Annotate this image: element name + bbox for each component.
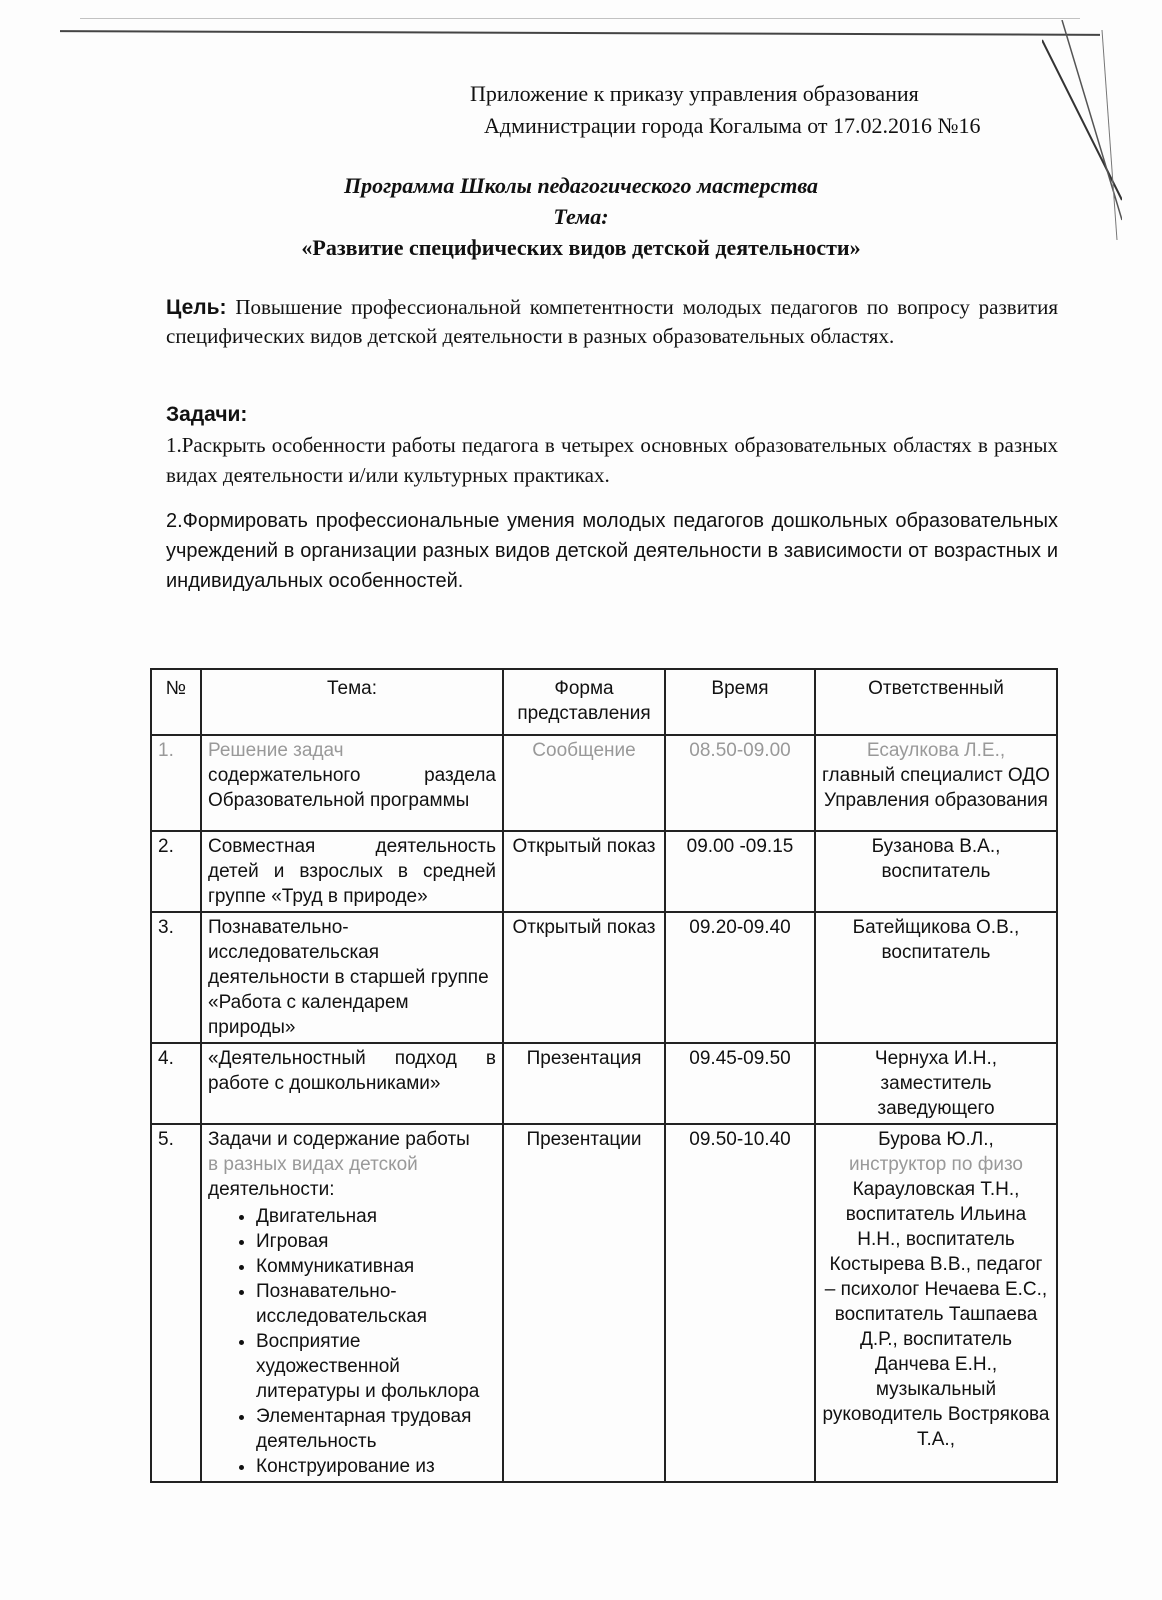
header-num: № [151,669,201,735]
row-topic-faded: Решение задач [208,740,344,761]
row-responsible-faded: Есаулкова Л.Е., [866,740,1006,761]
row-form: Сообщение [503,735,665,831]
program-title: Программа Школы педагогического мастерства [343,173,818,198]
document-header [470,78,981,142]
row-topic: Совместная деятельность детей и взрослых в средней группе «Труд в природе» [201,831,503,912]
row-topic-faded: в разных видах детской [208,1154,418,1175]
header-topic: Тема: [201,669,503,735]
row-form: Открытый показ [503,831,665,912]
row-num: 4. [151,1043,201,1124]
row-num: 3. [151,912,201,1043]
list-item: • Восприятие художественной литературы и фольклора [256,1329,496,1404]
header-form: Форма представления [503,669,665,735]
row-topic-text: содержательного раздела Образовательной программы [208,765,496,811]
row-time: 09.45-09.50 [665,1043,815,1124]
row-topic [201,1124,503,1482]
row-num: 5. [151,1124,201,1482]
schedule-table [150,668,1058,1483]
row-topic: «Деятельностный подход в работе с дошкольниками» [201,1043,503,1124]
list-item: • Познавательно-исследовательская [256,1279,496,1329]
goal-section [166,293,1058,350]
activity-kinds-list [208,1204,496,1479]
table-row [151,1043,1057,1124]
row-responsible-faded: инструктор по физо [848,1154,1024,1175]
header-line-2: Администрации города Когалыма от 17.02.2016 №16 [484,113,981,138]
list-item: • Коммуникативная [256,1254,496,1279]
goal-text: Повышение профессиональной компетентности молодых педагогов по вопросу развития специфических видов детской деятельности в разных образовательных областях. [166,295,1059,348]
list-item: • Конструирование из [256,1454,496,1479]
header-line-1: Приложение к приказу управления образования [470,81,919,106]
row-responsible: Батейщикова О.В., воспитатель [815,912,1057,1043]
table-row [151,1124,1057,1482]
row-responsible [815,735,1057,831]
row-topic-after: деятельности: [208,1179,335,1200]
row-time: 08.50-09.00 [665,735,815,831]
theme-label: Тема: [553,204,609,229]
header-responsible: Ответственный [815,669,1057,735]
header-time: Время [665,669,815,735]
row-form: Презентация [503,1043,665,1124]
table-header-row [151,669,1057,735]
row-topic: Познавательно-исследовательская деятельности в старшей группе «Работа с календарем природы» [201,912,503,1043]
row-num: 2. [151,831,201,912]
table-row [151,831,1057,912]
list-item: • Двигательная [256,1204,496,1229]
tasks-label: Задачи: [166,403,248,426]
row-responsible-text-1: Бурова Ю.Л., [878,1129,994,1150]
document-title [0,170,1162,263]
row-num: 1. [151,735,201,831]
row-responsible: Чернуха И.Н., заместитель заведующего [815,1043,1057,1124]
row-form: Презентации [503,1124,665,1482]
list-item: • Элементарная трудовая деятельность [256,1404,496,1454]
row-responsible: Бузанова В.А., воспитатель [815,831,1057,912]
task-item-2: 2.Формировать профессиональные умения молодых педагогов дошкольных образовательных учреждений в организации разных видов детской деятельности в зависимости от возрастных и индивидуальных особенностей. [166,510,1058,592]
scan-edge-line [80,18,1080,19]
row-form: Открытый показ [503,912,665,1043]
list-item: • Игровая [256,1229,496,1254]
row-time: 09.00 -09.15 [665,831,815,912]
task-item-1: 1.Раскрыть особенности работы педагога в четырех основных образовательных областях в разных видах деятельности и/или культурных практиках. [166,433,1058,487]
theme-title: «Развитие специфических видов детской деятельности» [301,235,861,260]
table-row [151,735,1057,831]
tasks-section [166,400,1058,596]
row-time: 09.20-09.40 [665,912,815,1043]
row-responsible [815,1124,1057,1482]
row-responsible-text: главный специалист ОДО Управления образования [822,765,1050,811]
table-row [151,912,1057,1043]
scan-border-line [60,30,1100,36]
goal-label: Цель: [166,296,227,319]
row-responsible-text-2: Карауловская Т.Н., воспитатель Ильина Н.Н., воспитатель Костырева В.В., педагог – психолог Нечаева Е.С., воспитатель Ташпаева Д.Р., воспитатель Данчева Е.Н., музыкальный руководитель Вострякова Т.А., [822,1179,1050,1450]
row-topic-text: Задачи и содержание работы [208,1129,470,1150]
row-time: 09.50-10.40 [665,1124,815,1482]
row-topic [201,735,503,831]
